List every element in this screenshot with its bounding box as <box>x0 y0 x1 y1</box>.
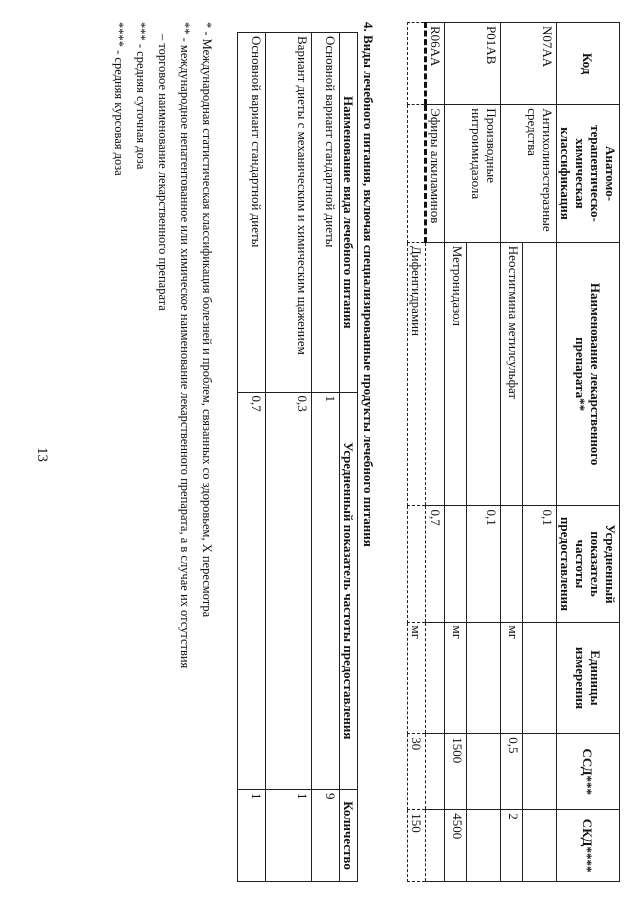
cell-diet-freq: 0,3 <box>266 392 312 789</box>
cell-diet-name: Основной вариант стандартной диеты <box>238 33 266 393</box>
cell-diet-name: Основной вариант стандартной диеты <box>312 33 340 393</box>
cell-freq: 0,7 <box>426 506 445 622</box>
header-atc: Анатомо-терапевтическо-химическая классификация <box>557 105 620 243</box>
cell-drug: Дифенгидрамин <box>408 242 426 506</box>
table-row <box>501 23 523 882</box>
cell-code: N07AA <box>523 23 557 105</box>
diet-table-header <box>340 33 358 882</box>
cell-freq <box>501 506 523 622</box>
cell-class: Производные нитроимидазола <box>467 105 501 243</box>
cell-ssd <box>523 734 557 810</box>
cell-unit: мг <box>445 622 467 734</box>
cell-diet-qty: 9 <box>312 790 340 882</box>
header-drug: Наименование лекарственного препарата** <box>557 242 620 506</box>
cell-code: R06AA <box>426 23 445 105</box>
cell-drug <box>523 242 557 506</box>
cell-diet-freq: 1 <box>312 392 340 789</box>
cell-unit: мг <box>501 622 523 734</box>
cell-class: Эфиры алкиламинов <box>426 105 445 243</box>
cell-diet-qty: 1 <box>238 790 266 882</box>
page-number: 13 <box>34 447 50 462</box>
cell-freq <box>445 506 467 622</box>
header-diet-freq: Усредненный показатель частоты предоставления <box>340 392 358 789</box>
cell-skd: 150 <box>408 810 426 882</box>
cell-freq <box>408 506 426 622</box>
cell-unit <box>426 622 445 734</box>
table-row <box>523 23 557 882</box>
footnote-3: *** - средняя суточная доза <box>134 22 148 170</box>
cell-skd <box>467 810 501 882</box>
cell-class <box>408 105 426 243</box>
cell-diet-name: Вариант диеты с механическим и химическим щажением <box>266 33 312 393</box>
footnote-1: * - Международная статистическая классификация болезней и проблем, связанных со здоровьем, X пересмотра <box>200 22 214 618</box>
rotated-content <box>60 22 620 882</box>
cell-skd: 2 <box>501 810 523 882</box>
footnotes <box>108 22 218 882</box>
cell-ssd: 1500 <box>445 734 467 810</box>
cell-code <box>408 23 426 105</box>
cell-diet-qty: 1 <box>266 790 312 882</box>
header-freq: Усредненный показатель частоты предоставления <box>557 506 620 622</box>
footnote-2-cont: – торговое наименование лекарственного препарата <box>156 34 170 311</box>
table-row <box>266 33 312 882</box>
cell-code <box>501 23 523 105</box>
cell-skd <box>523 810 557 882</box>
drug-table-header <box>557 23 620 882</box>
cell-drug <box>426 242 445 506</box>
cell-unit <box>467 622 501 734</box>
cell-code: P01AB <box>467 23 501 105</box>
cell-class <box>445 105 467 243</box>
cell-code <box>445 23 467 105</box>
header-diet-name: Наименование вида лечебного питания <box>340 33 358 393</box>
header-unit: Единицы измерения <box>557 622 620 734</box>
cell-diet-freq: 0,7 <box>238 392 266 789</box>
cell-ssd: 0,5 <box>501 734 523 810</box>
header-diet-qty: Количество <box>340 790 358 882</box>
footnote-2: ** - международное непатентованное или химическое наименование лекарственного препарата, а в случае их отсутствия <box>178 22 192 669</box>
cell-freq: 0,1 <box>467 506 501 622</box>
section-4-title: 4. Виды лечебного питания, включая специализированные продукты лечебного питания <box>361 22 376 547</box>
table-row <box>312 33 340 882</box>
cell-ssd: 30 <box>408 734 426 810</box>
drug-table <box>407 22 620 882</box>
cell-drug: Неостигмина метилсульфат <box>501 242 523 506</box>
header-code: Код <box>557 23 620 105</box>
cell-unit <box>523 622 557 734</box>
cell-ssd <box>426 734 445 810</box>
table-row <box>238 33 266 882</box>
table-row <box>445 23 467 882</box>
cell-class <box>501 105 523 243</box>
header-skd: СКД**** <box>557 810 620 882</box>
cell-drug <box>467 242 501 506</box>
header-ssd: ССД*** <box>557 734 620 810</box>
table-row <box>467 23 501 882</box>
cell-freq: 0,1 <box>523 506 557 622</box>
cell-class: Антихолинэстеразные средства <box>523 105 557 243</box>
cell-drug: Метронидазол <box>445 242 467 506</box>
footnote-4: **** - средняя курсовая доза <box>112 22 126 176</box>
cell-unit: мг <box>408 622 426 734</box>
diet-table <box>237 32 358 882</box>
table-row <box>426 23 445 882</box>
table-row <box>408 23 426 882</box>
cell-skd <box>426 810 445 882</box>
cell-ssd <box>467 734 501 810</box>
cell-skd: 4500 <box>445 810 467 882</box>
